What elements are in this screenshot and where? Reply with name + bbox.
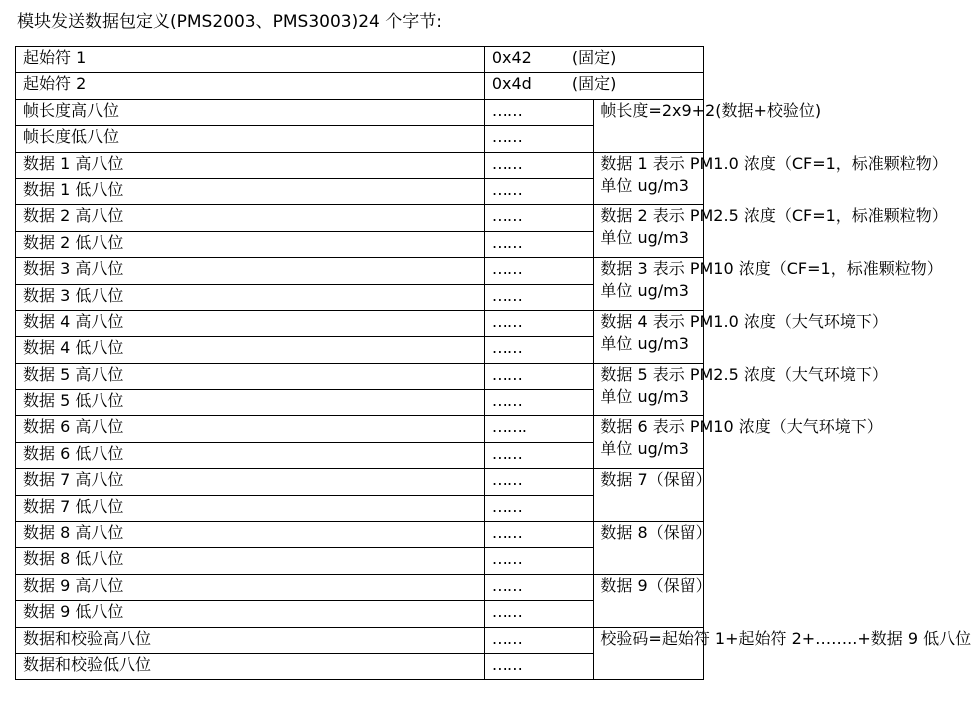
field-value: …… bbox=[491, 127, 522, 147]
field-name-cell: 数据和校验高八位 bbox=[16, 627, 485, 653]
field-value: …… bbox=[491, 549, 522, 569]
description-cell bbox=[594, 522, 712, 575]
field-name-cell: 起始符 2 bbox=[16, 73, 485, 99]
packet-definition-table bbox=[15, 46, 971, 680]
field-value: …… bbox=[491, 575, 522, 595]
field-name-cell: 数据 5 低八位 bbox=[16, 390, 485, 416]
description-line: 校验码=起始符 1+起始符 2+……..+数据 9 低八位 bbox=[600, 628, 971, 648]
fixed-value-cell bbox=[484, 73, 703, 99]
field-value-cell bbox=[484, 178, 594, 204]
field-value-cell bbox=[484, 653, 594, 679]
field-value-cell bbox=[484, 495, 594, 521]
description-cell bbox=[594, 363, 888, 416]
table-body bbox=[16, 47, 971, 680]
field-value: ……. bbox=[491, 417, 526, 437]
description-line: 数据 3 表示 PM10 浓度（CF=1，标准颗粒物） bbox=[600, 259, 943, 279]
field-value: …… bbox=[491, 285, 522, 305]
description-line: 单位 ug/m3 bbox=[600, 333, 689, 353]
field-value-cell bbox=[484, 442, 594, 468]
field-value-cell bbox=[484, 601, 594, 627]
table-row bbox=[16, 469, 704, 495]
field-name-cell: 数据 5 高八位 bbox=[16, 363, 485, 389]
description-line: 单位 ug/m3 bbox=[600, 175, 689, 195]
description-cell bbox=[594, 258, 943, 311]
field-value-cell bbox=[484, 258, 594, 284]
field-value-cell bbox=[484, 390, 594, 416]
field-value: …… bbox=[491, 153, 522, 173]
fixed-note: (固定) bbox=[571, 74, 617, 94]
field-value: …… bbox=[491, 179, 522, 199]
field-name-cell: 数据 9 低八位 bbox=[16, 601, 485, 627]
field-name-cell: 数据 8 低八位 bbox=[16, 548, 485, 574]
field-value-cell bbox=[484, 416, 594, 442]
field-name-cell: 数据 8 高八位 bbox=[16, 522, 485, 548]
field-name-cell: 数据和校验低八位 bbox=[16, 653, 485, 679]
field-name-cell: 数据 6 低八位 bbox=[16, 442, 485, 468]
description-cell bbox=[594, 310, 888, 363]
section-heading: 模块发送数据包定义(PMS2003、PMS3003)24 个字节: bbox=[17, 12, 442, 32]
table-row bbox=[16, 99, 704, 125]
fixed-note: (固定) bbox=[571, 48, 617, 67]
field-value-cell bbox=[484, 469, 594, 495]
field-value-cell bbox=[484, 574, 594, 600]
description-cell bbox=[594, 469, 712, 522]
field-name-cell: 数据 4 高八位 bbox=[16, 310, 485, 336]
description-line: 数据 8（保留） bbox=[600, 523, 712, 543]
field-value: …… bbox=[491, 100, 522, 120]
field-value: …… bbox=[491, 364, 522, 384]
field-name-cell: 数据 1 低八位 bbox=[16, 178, 485, 204]
table-row bbox=[16, 574, 704, 600]
table-row bbox=[16, 522, 704, 548]
table-row bbox=[16, 152, 704, 178]
field-name-cell: 数据 2 低八位 bbox=[16, 231, 485, 257]
description-cell bbox=[594, 416, 883, 469]
field-value: …… bbox=[491, 470, 522, 490]
table-row bbox=[16, 416, 704, 442]
description-line: 数据 5 表示 PM2.5 浓度（大气环境下） bbox=[600, 364, 888, 384]
field-value-cell bbox=[484, 205, 594, 231]
field-value-cell bbox=[484, 310, 594, 336]
field-value-cell bbox=[484, 337, 594, 363]
field-name-cell: 数据 3 高八位 bbox=[16, 258, 485, 284]
field-value: …… bbox=[491, 232, 522, 252]
description-line: 数据 7（保留） bbox=[600, 470, 712, 490]
field-value-cell bbox=[484, 522, 594, 548]
description-line: 数据 2 表示 PM2.5 浓度（CF=1，标准颗粒物） bbox=[600, 206, 948, 226]
field-value: …… bbox=[491, 443, 522, 463]
field-name-cell: 数据 9 高八位 bbox=[16, 574, 485, 600]
description-line: 单位 ug/m3 bbox=[600, 386, 689, 406]
description-cell bbox=[594, 205, 948, 258]
field-name-cell: 数据 7 低八位 bbox=[16, 495, 485, 521]
field-value: …… bbox=[491, 206, 522, 226]
description-line: 数据 4 表示 PM1.0 浓度（大气环境下） bbox=[600, 311, 888, 331]
table-row bbox=[16, 627, 704, 653]
field-name-cell: 帧长度低八位 bbox=[16, 126, 485, 152]
field-name-cell: 数据 2 高八位 bbox=[16, 205, 485, 231]
field-value: …… bbox=[491, 311, 522, 331]
field-value: …… bbox=[491, 338, 522, 358]
field-value-cell bbox=[484, 627, 594, 653]
field-name-cell: 数据 3 低八位 bbox=[16, 284, 485, 310]
table-row bbox=[16, 310, 704, 336]
field-value-cell bbox=[484, 231, 594, 257]
field-value: …… bbox=[491, 654, 522, 674]
field-name-cell: 数据 6 高八位 bbox=[16, 416, 485, 442]
description-line: 数据 1 表示 PM1.0 浓度（CF=1，标准颗粒物） bbox=[600, 153, 948, 173]
description-cell bbox=[594, 574, 712, 627]
field-value: …… bbox=[491, 602, 522, 622]
description-cell bbox=[594, 99, 822, 152]
field-value: …… bbox=[491, 259, 522, 279]
description-line: 数据 9（保留） bbox=[600, 575, 712, 595]
fixed-value-cell bbox=[484, 47, 703, 73]
field-value: …… bbox=[491, 628, 522, 648]
field-name-cell: 数据 1 高八位 bbox=[16, 152, 485, 178]
field-value-cell bbox=[484, 363, 594, 389]
description-line: 单位 ug/m3 bbox=[600, 439, 689, 459]
field-name-cell: 数据 4 低八位 bbox=[16, 337, 485, 363]
field-value-cell bbox=[484, 284, 594, 310]
description-line: 数据 6 表示 PM10 浓度（大气环境下） bbox=[600, 417, 883, 437]
table-row bbox=[16, 47, 704, 73]
description-line: 帧长度=2x9+2(数据+校验位) bbox=[600, 100, 822, 120]
field-value: …… bbox=[491, 391, 522, 411]
field-name-cell: 帧长度高八位 bbox=[16, 99, 485, 125]
field-value: …… bbox=[491, 496, 522, 516]
field-value: 0x42 bbox=[491, 48, 532, 67]
field-value-cell bbox=[484, 126, 594, 152]
table-row bbox=[16, 73, 704, 99]
table-row bbox=[16, 205, 704, 231]
field-value-cell bbox=[484, 152, 594, 178]
field-value: 0x4d bbox=[491, 74, 532, 94]
field-value: …… bbox=[491, 523, 522, 543]
description-line: 单位 ug/m3 bbox=[600, 281, 689, 301]
table-row bbox=[16, 258, 704, 284]
description-cell bbox=[594, 627, 971, 680]
description-cell bbox=[594, 152, 948, 205]
table-row bbox=[16, 363, 704, 389]
field-value-cell bbox=[484, 548, 594, 574]
field-name-cell: 起始符 1 bbox=[16, 47, 485, 73]
field-value-cell bbox=[484, 99, 594, 125]
description-line: 单位 ug/m3 bbox=[600, 228, 689, 248]
field-name-cell: 数据 7 高八位 bbox=[16, 469, 485, 495]
